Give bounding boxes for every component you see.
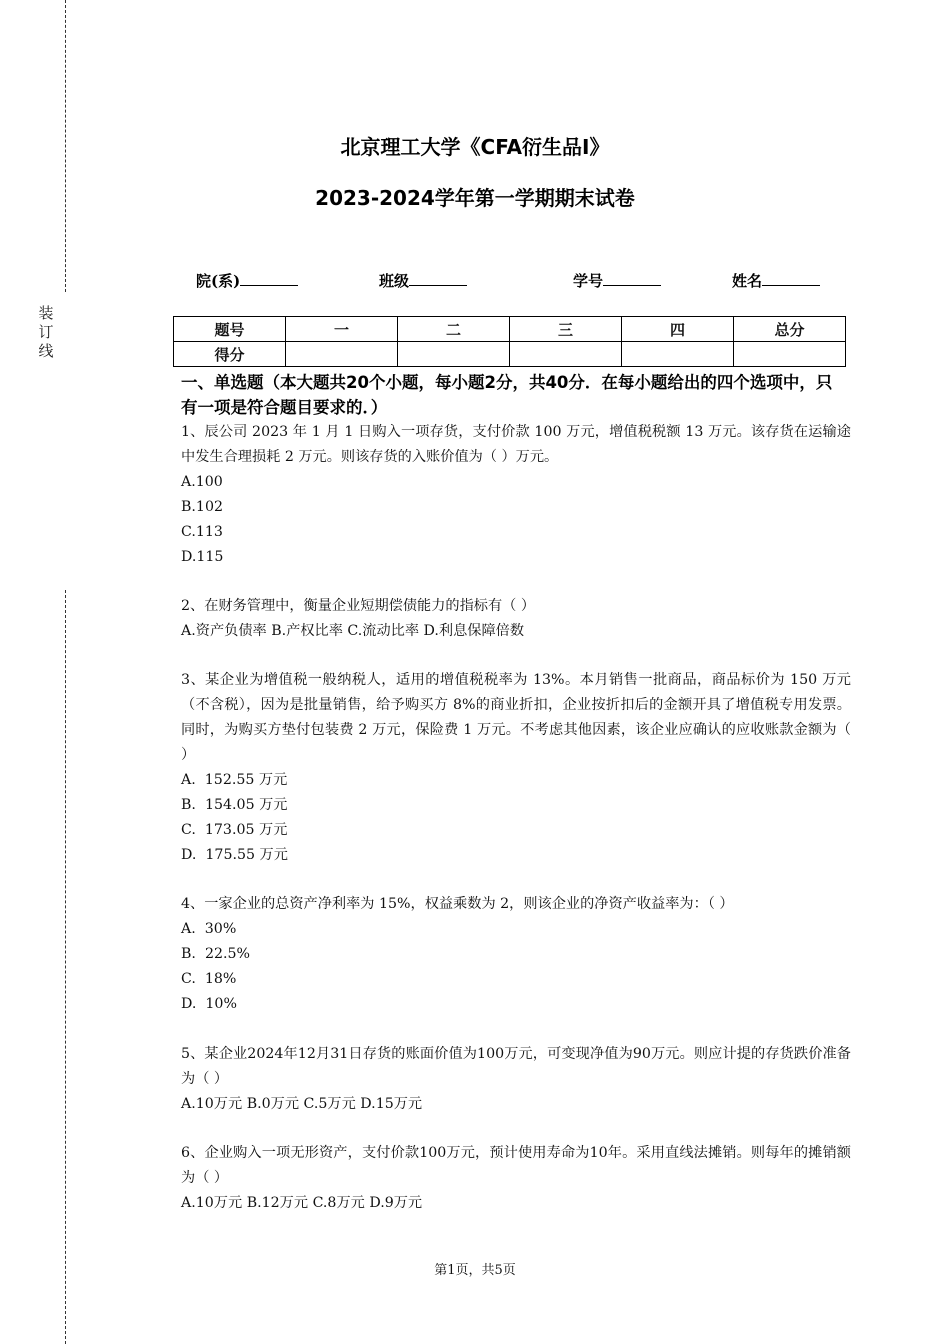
- score-header-cell: 一: [286, 317, 398, 342]
- answer-option[interactable]: B. 22.5%: [181, 946, 251, 962]
- score-row-label: 得分: [174, 342, 286, 367]
- question-3: [181, 668, 851, 868]
- answer-option[interactable]: A. 152.55 万元: [181, 772, 288, 788]
- score-cell[interactable]: [734, 342, 846, 367]
- question-4: [181, 892, 851, 1017]
- exam-subtitle: 2023-2024学年第一学期期末试卷: [315, 186, 635, 210]
- score-cell[interactable]: [286, 342, 398, 367]
- answer-option[interactable]: A.100: [181, 474, 223, 490]
- info-field-class[interactable]: 班级: [379, 270, 467, 291]
- question-stem: 3、某企业为增值税一般纳税人，适用的增值税税率为 13%。本月销售一批商品，商品标价为 150 万元（不含税），因为是批量销售，给予购买方 8%的商业折扣，企业按折扣后的金额开具了增值税专用发票。同时，为购买方垫付包装费 2 万元，保险费 1 万元。不考虑其他因素，该企业应确认的应收账款金额为（ ）: [181, 672, 851, 763]
- question-5: [181, 1042, 851, 1117]
- question-6: [181, 1141, 851, 1216]
- binding-char: 订: [38, 323, 54, 341]
- binding-char: 装: [38, 304, 54, 322]
- info-field-name[interactable]: 姓名: [732, 270, 820, 291]
- score-header-cell: 总分: [734, 317, 846, 342]
- score-header-cell: 题号: [174, 317, 286, 342]
- score-header-cell: 四: [622, 317, 734, 342]
- answer-option[interactable]: D.115: [181, 549, 224, 565]
- fill-blank[interactable]: [409, 271, 467, 286]
- info-field-department[interactable]: 院(系): [196, 270, 298, 291]
- score-header-cell: 三: [510, 317, 622, 342]
- page-number: 第1页，共5页: [434, 1263, 516, 1278]
- answer-option[interactable]: D. 175.55 万元: [181, 847, 288, 863]
- answer-option[interactable]: C. 173.05 万元: [181, 822, 288, 838]
- answer-option[interactable]: B. 154.05 万元: [181, 797, 288, 813]
- score-table: [173, 316, 846, 367]
- score-header-cell: 二: [398, 317, 510, 342]
- score-cell[interactable]: [510, 342, 622, 367]
- binding-char: 线: [38, 342, 54, 360]
- score-cell[interactable]: [622, 342, 734, 367]
- question-2: [181, 594, 851, 644]
- answer-options[interactable]: A.10万元 B.12万元 C.8万元 D.9万元: [181, 1195, 423, 1211]
- fill-blank[interactable]: [603, 271, 661, 286]
- binding-label: [37, 304, 55, 361]
- answer-option[interactable]: D. 10%: [181, 996, 237, 1012]
- fill-blank[interactable]: [240, 271, 298, 286]
- fill-blank[interactable]: [762, 271, 820, 286]
- question-stem: 2、在财务管理中，衡量企业短期偿债能力的指标有（ ）: [181, 598, 536, 614]
- score-cell[interactable]: [398, 342, 510, 367]
- score-table-header-row: [174, 317, 846, 342]
- answer-option[interactable]: B.102: [181, 499, 224, 515]
- question-stem: 4、一家企业的总资产净利率为 15%，权益乘数为 2，则该企业的净资产收益率为：（ ）: [181, 896, 734, 912]
- info-field-student-id[interactable]: 学号: [573, 270, 661, 291]
- question-stem: 5、某企业2024年12月31日存货的账面价值为100万元，可变现净值为90万元。则应计提的存货跌价准备为（ ）: [181, 1046, 851, 1087]
- answer-options[interactable]: A.资产负债率 B.产权比率 C.流动比率 D.利息保障倍数: [181, 623, 525, 639]
- score-table-score-row: [174, 342, 846, 367]
- exam-title: 北京理工大学《CFA衍生品I》: [340, 135, 610, 159]
- answer-option[interactable]: A. 30%: [181, 921, 237, 937]
- question-stem: 1、辰公司 2023 年 1 月 1 日购入一项存货，支付价款 100 万元，增值税税额 13 万元。该存货在运输途中发生合理损耗 2 万元。则该存货的入账价值为（ ）万元。: [181, 424, 851, 465]
- section-heading: 一、单选题（本大题共20个小题，每小题2分，共40分．在每小题给出的四个选项中，只有一项是符合题目要求的．）: [181, 373, 833, 417]
- binding-dashed-line: [65, 590, 66, 1344]
- answer-option[interactable]: C. 18%: [181, 971, 237, 987]
- answer-option[interactable]: C.113: [181, 524, 223, 540]
- question-stem: 6、企业购入一项无形资产，支付价款100万元，预计使用寿命为10年。采用直线法摊销。则每年的摊销额为（ ）: [181, 1145, 851, 1186]
- answer-options[interactable]: A.10万元 B.0万元 C.5万元 D.15万元: [181, 1096, 423, 1112]
- question-1: [181, 420, 851, 570]
